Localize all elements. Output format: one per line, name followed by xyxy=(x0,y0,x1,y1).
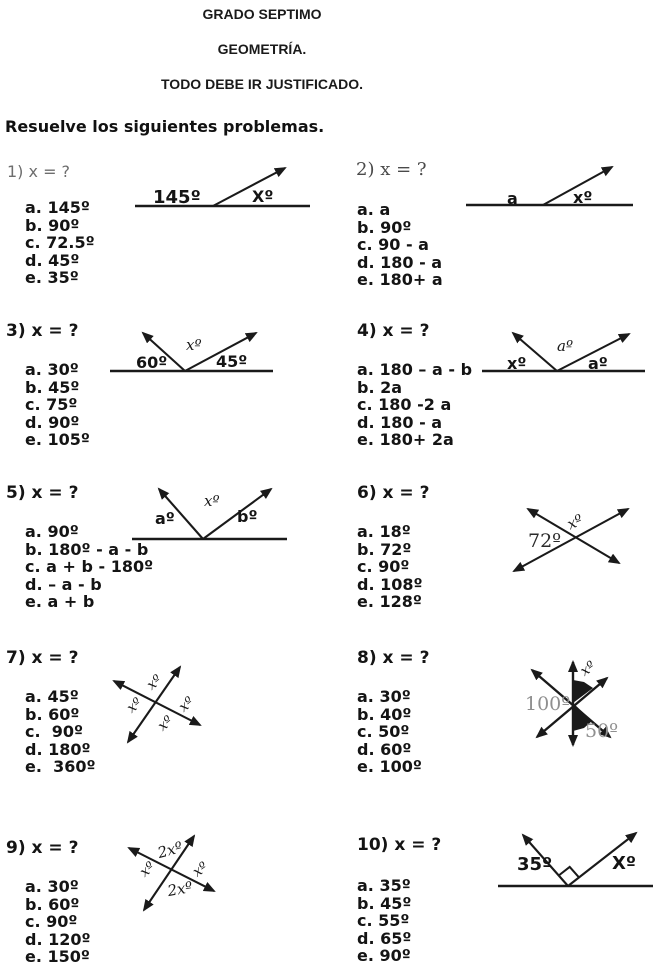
diagram-6 xyxy=(505,498,640,578)
choice: e. 128º xyxy=(357,592,422,611)
angle-label: 100º xyxy=(525,693,571,715)
choice: a. 30º xyxy=(25,877,79,896)
problem-10-choices xyxy=(357,877,411,965)
choice: e. a + b xyxy=(25,592,95,611)
choice: b. 2a xyxy=(357,377,403,397)
choice: c. 90º xyxy=(25,912,78,931)
angle-label: 2xº xyxy=(166,877,194,901)
choice: c. 90 - a xyxy=(357,235,429,254)
choice: a. 30º xyxy=(357,687,411,706)
choice: d. 65º xyxy=(357,928,412,948)
diagram-2 xyxy=(460,160,640,215)
choice: e. 360º xyxy=(25,757,96,776)
choice: c. 90º xyxy=(357,557,410,576)
problem-6-choices xyxy=(357,523,423,611)
choice: d. 60º xyxy=(357,739,412,759)
problem-3-choices xyxy=(25,361,90,449)
angle-label: xº xyxy=(136,858,159,881)
choice: c. a + b - 180º xyxy=(25,557,154,576)
choice: b. 60º xyxy=(25,704,80,724)
choice: e. 105º xyxy=(25,430,90,449)
problem-8-choices xyxy=(357,688,422,776)
choice: a. 90º xyxy=(25,522,79,541)
problem-2-choices xyxy=(357,201,443,289)
angle-label: 72º xyxy=(528,530,562,552)
angle-label: xº xyxy=(564,510,586,534)
choice: b. 40º xyxy=(357,704,412,724)
right-angle-marker xyxy=(559,867,579,878)
angle-label: xº xyxy=(123,694,146,717)
angle-label: aº xyxy=(588,354,608,373)
choice: b. 90º xyxy=(357,217,412,237)
problem-9-choices xyxy=(25,878,91,965)
angle-label: 45º xyxy=(216,352,248,371)
choice: d. 180º xyxy=(25,739,91,759)
choice: a. 45º xyxy=(25,687,79,706)
problem-7-choices xyxy=(25,688,96,776)
angle-label: Xº xyxy=(252,187,274,206)
problem-4-label: 4) x = ? xyxy=(357,321,430,341)
angle-label: xº xyxy=(143,671,166,694)
choice: c. 180 -2 a xyxy=(357,395,452,414)
doc-note: TODO DEBE IR JUSTIFICADO. xyxy=(161,76,363,92)
problem-9-label: 9) x = ? xyxy=(6,838,79,858)
choice: e. 180+ 2a xyxy=(357,430,454,449)
angle-label: 145º xyxy=(153,187,201,208)
choice: a. 30º xyxy=(25,360,79,379)
choice: c. 75º xyxy=(25,395,78,414)
angle-label: xº xyxy=(175,693,198,716)
angle-label: bº xyxy=(237,507,258,526)
angle-label: xº xyxy=(573,188,593,207)
angle-label: xº xyxy=(154,712,177,735)
angle-label: 35º xyxy=(517,854,553,875)
choice: c. 55º xyxy=(357,911,410,930)
problem-8-label: 8) x = ? xyxy=(357,648,430,668)
angle-label: xº xyxy=(204,492,220,510)
choice: d. 120º xyxy=(25,929,91,949)
problem-6-label: 6) x = ? xyxy=(357,483,430,503)
problem-7-label: 7) x = ? xyxy=(6,648,79,668)
choice: e. 35º xyxy=(25,268,79,287)
choice: c. 72.5º xyxy=(25,233,95,252)
angle-label: xº xyxy=(577,658,599,680)
angle-label: xº xyxy=(190,859,212,881)
instruction-text: Resuelve los siguientes problemas. xyxy=(5,117,325,136)
choice: b. 45º xyxy=(25,377,80,397)
problem-1-label: 1) x = ? xyxy=(7,162,71,181)
choice: a. 18º xyxy=(357,522,411,541)
diagram-1 xyxy=(130,160,315,215)
angle-label: a xyxy=(507,189,518,208)
diagram-3 xyxy=(105,328,280,378)
choice: a. 180 – a - b xyxy=(357,360,473,379)
angle-label: aº xyxy=(557,337,573,355)
choice: d. 108º xyxy=(357,574,423,594)
choice: e. 100º xyxy=(357,757,422,776)
doc-title: GRADO SEPTIMO xyxy=(202,6,322,22)
problem-4-choices xyxy=(357,361,472,449)
problem-5-label: 5) x = ? xyxy=(6,483,79,503)
angle-label: aº xyxy=(155,509,175,528)
angle-label: Xº xyxy=(612,853,637,874)
angle-label: 60º xyxy=(136,353,168,372)
choice: d. 180 - a xyxy=(357,412,443,432)
choice: e. 150º xyxy=(25,947,90,965)
choice: c. 90º xyxy=(25,722,83,741)
choice: d. – a - b xyxy=(25,574,102,594)
choice: e. 90º xyxy=(357,946,411,965)
choice: e. 180+ a xyxy=(357,270,443,289)
diagram-9 xyxy=(120,828,225,918)
choice: d. 180 - a xyxy=(357,252,443,272)
angle-label: xº xyxy=(186,336,202,354)
choice: a. 35º xyxy=(357,876,411,895)
problem-1-choices xyxy=(25,199,95,287)
choice: b. 60º xyxy=(25,894,80,914)
problem-10-label: 10) x = ? xyxy=(357,835,442,855)
choice: c. 50º xyxy=(357,722,410,741)
diagram-8 xyxy=(515,655,658,750)
choice: d. 90º xyxy=(25,412,80,432)
angle-label: xº xyxy=(507,354,527,373)
choice: a. a xyxy=(357,200,391,219)
diagram-4 xyxy=(477,328,655,378)
diagram-5 xyxy=(127,483,295,545)
choice: b. 45º xyxy=(357,893,412,913)
problem-3-label: 3) x = ? xyxy=(6,321,79,341)
diagram-7 xyxy=(103,655,213,747)
choice: d. 45º xyxy=(25,250,80,270)
diagram-10 xyxy=(495,828,658,893)
problem-2-label: 2) x = ? xyxy=(356,159,427,180)
choice: b. 72º xyxy=(357,539,412,559)
angle-label: 2xº xyxy=(155,838,185,862)
doc-subtitle: GEOMETRÍA. xyxy=(217,41,307,57)
angle-label: 50º xyxy=(585,720,619,742)
choice: b. 180º - a - b xyxy=(25,539,149,559)
choice: a. 145º xyxy=(25,198,90,217)
choice: b. 90º xyxy=(25,215,80,235)
